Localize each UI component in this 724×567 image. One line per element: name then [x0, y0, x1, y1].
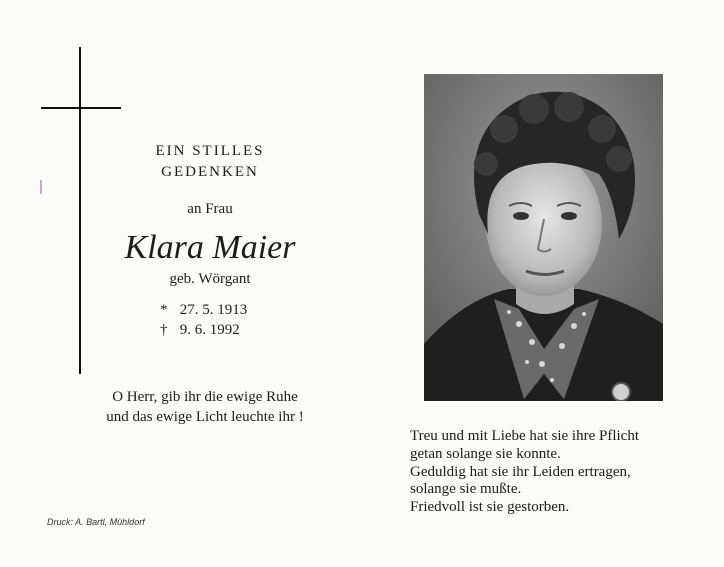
verse-line-1: Treu und mit Liebe hat sie ihre Pflicht [410, 428, 639, 444]
verse-line-2: getan solange sie konnte. [410, 446, 561, 462]
death-date: 9. 6. 1992 [179, 322, 240, 338]
portrait-image [424, 74, 663, 401]
dedication-text: an Frau [187, 201, 233, 217]
cross-bar [41, 107, 121, 109]
margin-mark [40, 180, 42, 194]
portrait-photo [424, 74, 663, 401]
prayer-line-2: und das ewige Licht leuchte ihr ! [106, 409, 304, 425]
heading-line-1: EIN STILLES [155, 143, 265, 159]
death-date-row [160, 322, 270, 339]
verse-line-4: solange sie mußte. [410, 481, 522, 497]
verse-line-3: Geduldig hat sie ihr Leiden ertragen, [410, 464, 631, 480]
birth-date: 27. 5. 1913 [179, 302, 248, 318]
heading-line-2: GEDENKEN [161, 164, 259, 180]
birth-symbol-icon: * [160, 302, 168, 318]
cross-icon [79, 47, 81, 374]
birth-date-row [160, 302, 270, 319]
deceased-name: Klara Maier [124, 229, 296, 266]
birth-name: geb. Wörgant [169, 271, 251, 287]
prayer-line-1: O Herr, gib ihr die ewige Ruhe [112, 389, 298, 405]
death-cross-icon: † [160, 322, 168, 338]
verse-line-5: Friedvoll ist sie gestorben. [410, 499, 570, 515]
printer-credit: Druck: A. Bartl, Mühldorf [47, 517, 145, 527]
